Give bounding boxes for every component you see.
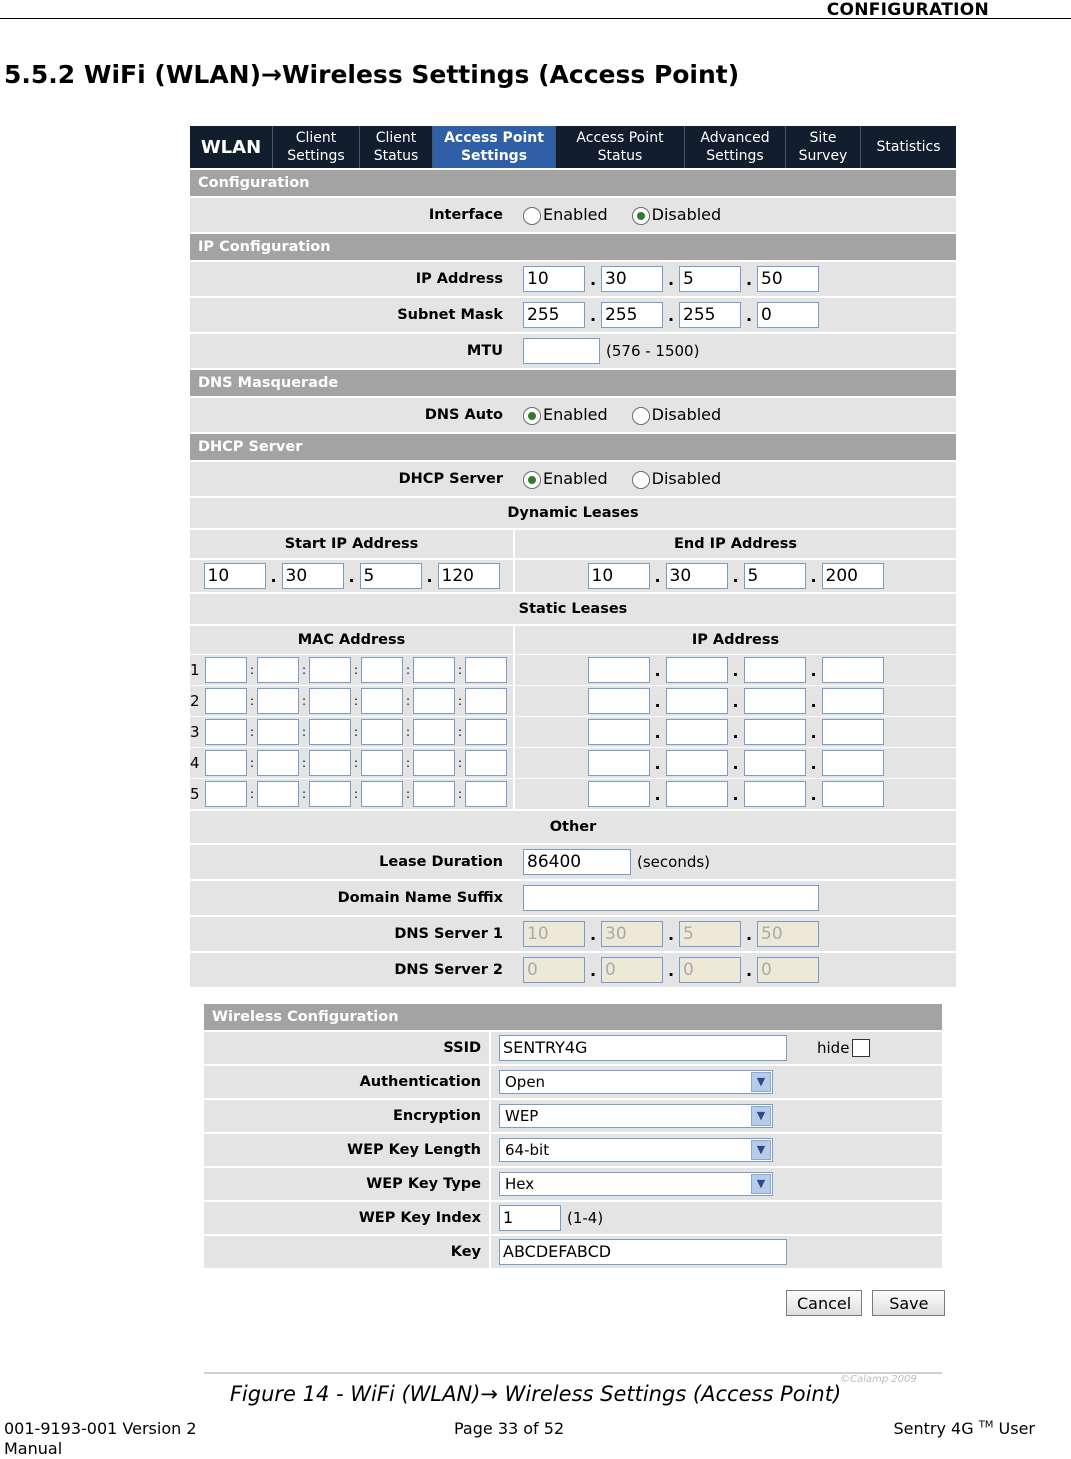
interface-disabled-radio[interactable] [632,207,650,225]
ip-address-row: IP Address 10 . 30 . 5 . 50 [190,262,956,296]
static-ip-octet[interactable] [588,719,650,745]
ip-octet-2[interactable]: 30 [601,266,663,292]
mask-octet-4[interactable]: 0 [757,302,819,328]
mac-octet[interactable] [361,719,403,745]
mac-octet[interactable] [309,657,351,683]
start-octet-1[interactable]: 10 [204,563,266,589]
dns-server-2-row: DNS Server 2 0 . 0 . 0 . 0 [190,953,956,987]
mac-octet[interactable] [205,657,247,683]
lease-duration-hint: (seconds) [637,853,711,871]
wep-key-index-row [204,1202,942,1234]
mac-octet[interactable] [361,688,403,714]
mac-octet[interactable] [257,719,299,745]
static-lease-row: 2 : : : : : . . . [190,686,956,716]
interface-label: Interface [190,198,513,232]
end-octet-1[interactable]: 10 [588,563,650,589]
form-buttons [786,1290,945,1316]
static-row-number: 5 [190,785,200,803]
panel-footer-rule [204,1372,942,1374]
ip-octet-4[interactable]: 50 [757,266,819,292]
mask-octet-1[interactable]: 255 [523,302,585,328]
interface-enabled-label: Enabled [543,205,608,225]
wep-key-length-value: 64-bit [505,1141,550,1159]
ssid-label: SSID [204,1032,489,1064]
section-title [4,60,739,89]
mac-octet[interactable] [413,657,455,683]
mac-octet[interactable] [361,781,403,807]
mask-octet-2[interactable]: 255 [601,302,663,328]
dns1-octet-1: 10 [523,921,585,947]
dhcp-server-label: DHCP Server [190,462,513,496]
wep-key-index-input[interactable]: 1 [499,1205,561,1231]
tab-access-point-status[interactable]: Access Point Status [556,126,685,168]
mac-octet[interactable] [413,719,455,745]
mtu-label: MTU [190,334,513,368]
mac-octet[interactable] [465,688,507,714]
key-input[interactable]: ABCDEFABCD [499,1239,787,1265]
hide-ssid-checkbox[interactable] [852,1039,870,1057]
static-ip-octet[interactable] [588,688,650,714]
wep-key-type-select[interactable] [499,1172,773,1196]
mac-octet[interactable] [309,688,351,714]
wep-key-type-row [204,1168,942,1200]
static-ip-octet[interactable] [666,719,728,745]
dhcp-enabled-label: Enabled [543,469,608,489]
hide-label: hide [817,1039,850,1057]
tab-site-survey[interactable]: Site Survey [786,126,861,168]
save-button[interactable]: Save [872,1290,945,1316]
wep-key-length-row [204,1134,942,1166]
lease-duration-input[interactable]: 86400 [523,849,631,875]
ip-configuration-bar: IP Configuration [190,234,956,260]
wireless-config-panel [204,1004,942,1268]
other-heading: Other [190,811,956,843]
mask-octet-3[interactable]: 255 [679,302,741,328]
encryption-label: Encryption [204,1100,489,1132]
static-lease-row: 5 : : : : : . . . [190,779,956,809]
mac-octet[interactable] [361,657,403,683]
static-row-number: 1 [190,661,200,679]
encryption-select[interactable] [499,1104,773,1128]
mac-octet[interactable] [413,688,455,714]
start-octet-3[interactable]: 5 [360,563,422,589]
static-ip-octet[interactable] [744,781,806,807]
dns1-octet-2: 30 [601,921,663,947]
static-lease-row: 4 : : : : : . . . [190,748,956,778]
copyright-text: ©Calamp 2009 [840,1374,917,1385]
footer-doc-line1: 001-9193-001 Version 2 [4,1419,197,1438]
static-lease-row: 3 : : : : : . . . [190,717,956,747]
static-leases-headers [190,626,956,654]
static-ip-octet[interactable] [588,781,650,807]
chevron-down-icon: ▼ [751,1140,771,1160]
ip-octet-1[interactable]: 10 [523,266,585,292]
tab-client-settings[interactable]: Client Settings [273,126,360,168]
dhcp-disabled-label: Disabled [651,469,722,489]
dynamic-leases-headers [190,530,956,558]
encryption-row [204,1100,942,1132]
authentication-label: Authentication [204,1066,489,1098]
mac-octet[interactable] [361,750,403,776]
static-ip-octet[interactable] [588,657,650,683]
dns-masquerade-bar: DNS Masquerade [190,370,956,396]
wlan-config-screenshot [190,126,956,987]
dns-server-1-label: DNS Server 1 [190,917,513,951]
subnet-mask-row: Subnet Mask 255 . 255 . 255 . 0 [190,298,956,332]
mac-octet[interactable] [309,781,351,807]
mtu-row [190,334,956,368]
wep-key-length-select[interactable] [499,1138,773,1162]
footer-tm: TM [978,1419,994,1431]
start-ip-label: Start IP Address [190,530,513,558]
mac-octet[interactable] [413,750,455,776]
ssid-row [204,1032,942,1064]
mac-octet[interactable] [205,750,247,776]
static-ip-octet[interactable] [822,657,884,683]
dns-auto-enabled-radio[interactable] [523,407,541,425]
dns-server-2-label: DNS Server 2 [190,953,513,987]
static-ip-octet[interactable] [822,719,884,745]
tab-statistics[interactable]: Statistics [876,139,941,155]
static-leases-heading: Static Leases [190,594,956,624]
static-ip-octet[interactable] [666,657,728,683]
wep-key-type-label: WEP Key Type [204,1168,489,1200]
nav-brand: WLAN [190,126,273,168]
wep-key-index-label: WEP Key Index [204,1202,489,1234]
static-ip-octet[interactable] [588,750,650,776]
static-lease-row: 1 : : : : : . . . [190,655,956,685]
configuration-bar: Configuration [190,170,956,196]
section-number: 5.5.2 [4,60,76,89]
wireless-configuration-bar: Wireless Configuration [204,1004,942,1030]
chevron-down-icon: ▼ [751,1174,771,1194]
end-octet-2[interactable]: 30 [666,563,728,589]
tab-client-status[interactable]: Client Status [360,126,433,168]
static-ip-octet[interactable] [822,750,884,776]
ip-address-label: IP Address [190,262,513,296]
ssid-input[interactable]: SENTRY4G [499,1035,787,1061]
mac-octet[interactable] [205,719,247,745]
mac-octet[interactable] [413,781,455,807]
mac-octet[interactable] [465,657,507,683]
dhcp-enabled-radio[interactable] [523,471,541,489]
dns-auto-label: DNS Auto [190,398,513,432]
mac-octet[interactable] [465,719,507,745]
static-ip-octet[interactable] [744,719,806,745]
static-ip-label: IP Address [515,626,956,654]
interface-row [190,198,956,232]
mac-octet[interactable] [309,719,351,745]
wep-key-length-label: WEP Key Length [204,1134,489,1166]
dns-server-1-row: DNS Server 1 10 . 30 . 5 . 50 [190,917,956,951]
dns2-octet-2: 0 [601,957,663,983]
dhcp-server-bar: DHCP Server [190,434,956,460]
static-row-number: 4 [190,754,200,772]
dhcp-server-row [190,462,956,496]
figure-caption: Figure 14 - WiFi (WLAN)→ Wireless Settings (Access Point) [229,1382,842,1406]
mac-octet[interactable] [257,657,299,683]
key-row [204,1236,942,1268]
chevron-down-icon: ▼ [751,1106,771,1126]
footer-doc-line2: Manual [4,1439,63,1458]
mac-octet[interactable] [257,781,299,807]
static-ip-octet[interactable] [666,688,728,714]
dynamic-leases-heading: Dynamic Leases [190,498,956,528]
static-ip-octet[interactable] [744,657,806,683]
dns-auto-row [190,398,956,432]
encryption-value: WEP [505,1107,539,1125]
dns1-octet-3: 5 [679,921,741,947]
mac-octet[interactable] [465,781,507,807]
dns1-octet-4: 50 [757,921,819,947]
static-ip-octet[interactable] [822,781,884,807]
domain-suffix-row [190,881,956,915]
mac-octet[interactable] [465,750,507,776]
lease-duration-label: Lease Duration [190,845,513,879]
wlan-nav-bar [190,126,956,168]
end-ip-label: End IP Address [515,530,956,558]
chevron-down-icon: ▼ [751,1072,771,1092]
dns-disabled-label: Disabled [651,405,722,425]
running-header: CONFIGURATION [826,0,989,20]
mac-octet[interactable] [257,688,299,714]
cancel-button[interactable]: Cancel [786,1290,862,1316]
mac-address-label: MAC Address [190,626,513,654]
footer-doc-id [4,1419,197,1459]
authentication-row [204,1066,942,1098]
authentication-select[interactable] [499,1070,773,1094]
tab-advanced-settings[interactable]: Advanced Settings [685,126,786,168]
start-octet-4[interactable]: 120 [438,563,500,589]
static-row-number: 2 [190,692,200,710]
interface-enabled-radio[interactable] [523,207,541,225]
mtu-hint: (576 - 1500) [606,342,700,360]
authentication-value: Open [505,1073,546,1091]
start-octet-2[interactable]: 30 [282,563,344,589]
wep-key-type-value: Hex [505,1175,535,1193]
tab-access-point-settings[interactable]: Access Point Settings [433,126,556,168]
dynamic-leases-inputs: 10 . 30 . 5 . 120 10 . 30 . 5 . 200 [190,560,956,592]
subnet-mask-label: Subnet Mask [190,298,513,332]
footer-user: User [998,1419,1035,1438]
dns2-octet-3: 0 [679,957,741,983]
dns2-octet-4: 0 [757,957,819,983]
mac-octet[interactable] [309,750,351,776]
dns-enabled-label: Enabled [543,405,608,425]
mac-octet[interactable] [257,750,299,776]
mac-octet[interactable] [205,688,247,714]
footer-product-name: Sentry 4G [893,1419,974,1438]
domain-suffix-input[interactable] [523,885,819,911]
static-ip-octet[interactable] [666,750,728,776]
header-rule [0,18,1071,19]
domain-suffix-label: Domain Name Suffix [190,881,513,915]
static-ip-octet[interactable] [744,688,806,714]
end-octet-3[interactable]: 5 [744,563,806,589]
wep-key-index-hint: (1-4) [567,1209,604,1227]
mac-octet[interactable] [205,781,247,807]
section-name: WiFi (WLAN)→Wireless Settings (Access Point) [83,60,740,89]
dns-auto-disabled-radio[interactable] [632,407,650,425]
footer-page-number: Page 33 of 52 [454,1419,565,1438]
dns2-octet-1: 0 [523,957,585,983]
ip-octet-3[interactable]: 5 [679,266,741,292]
end-octet-4[interactable]: 200 [822,563,884,589]
static-row-number: 3 [190,723,200,741]
static-ip-octet[interactable] [822,688,884,714]
static-ip-octet[interactable] [666,781,728,807]
interface-disabled-label: Disabled [651,205,722,225]
key-label: Key [204,1236,489,1268]
static-ip-octet[interactable] [744,750,806,776]
dhcp-disabled-radio[interactable] [632,471,650,489]
mtu-input[interactable] [523,338,600,364]
footer-product [893,1419,1035,1438]
lease-duration-row [190,845,956,879]
